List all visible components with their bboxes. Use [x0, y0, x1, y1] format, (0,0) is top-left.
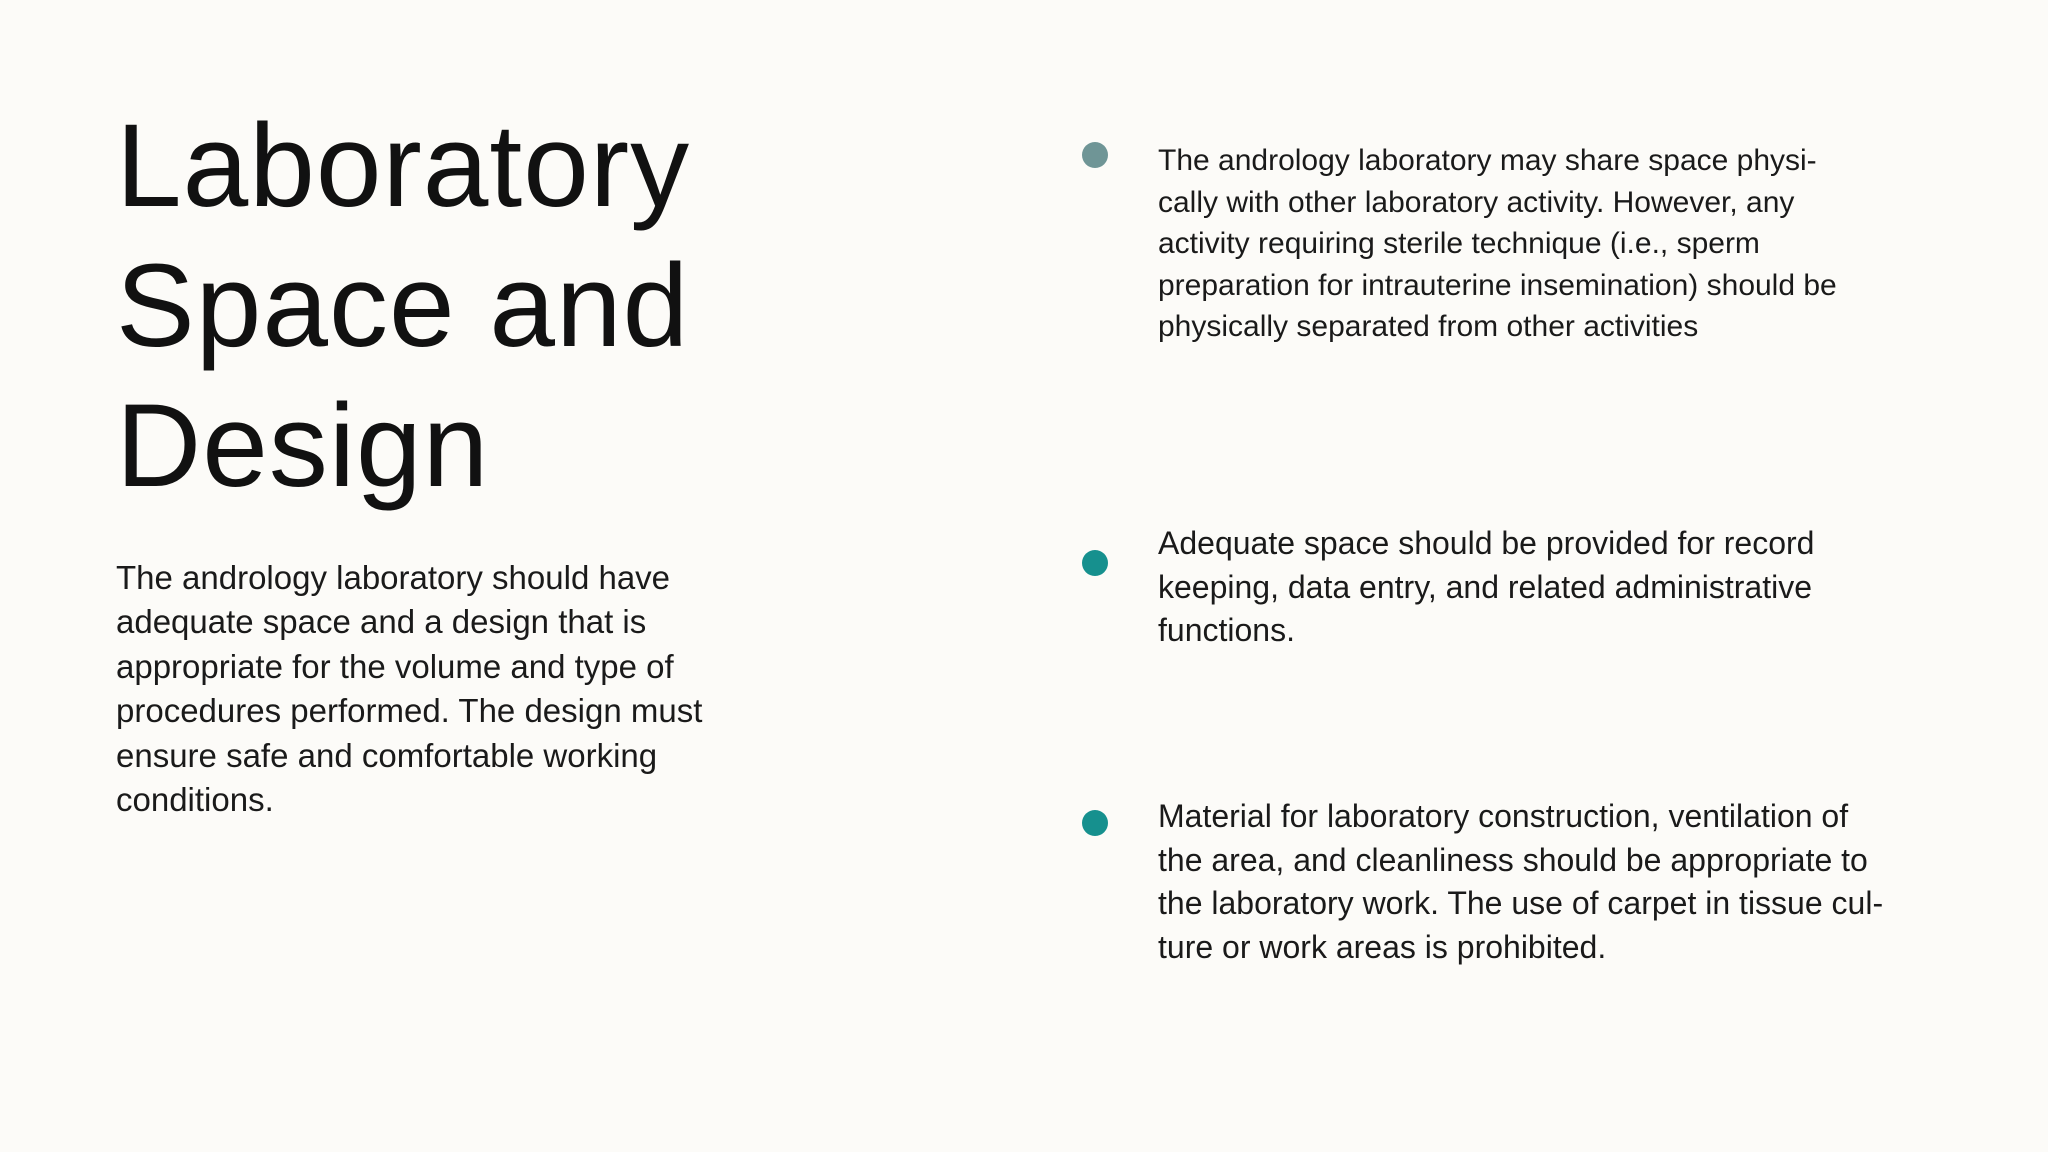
bullet-line: activity requiring sterile technique (i.e., sperm [1158, 227, 1760, 260]
slide-description [116, 556, 816, 822]
description-line: appropriate for the volume and type of [116, 647, 674, 685]
slide-title [116, 96, 936, 516]
description-line: ensure safe and comfortable working [116, 736, 658, 774]
slide-title-line: Laboratory [116, 100, 691, 232]
bullet-text [1158, 795, 1998, 970]
bullet-line: cally with other laboratory activity. However, any [1158, 185, 1795, 219]
description-line: adequate space and a design that is [116, 603, 647, 641]
bullet-dot-icon [1082, 142, 1108, 168]
bullet-line: functions. [1158, 612, 1295, 649]
bullet-dot-icon [1082, 550, 1108, 576]
description-line: The andrology laboratory should have [116, 559, 671, 596]
bullet-line: keeping, data entry, and related administrative [1158, 568, 1813, 605]
slide-title-line: Space and [116, 240, 690, 372]
bullet-line: physically separated from other activities [1158, 310, 1699, 343]
bullet-text [1158, 522, 1998, 653]
bullet-line: ture or work areas is prohibited. [1158, 929, 1607, 966]
bullet-line: the area, and cleanliness should be appropriate to [1158, 841, 1868, 878]
bullet-dot-icon [1082, 810, 1108, 836]
description-line: procedures performed. The design must [116, 692, 703, 730]
bullet-line: Adequate space should be provided for record [1158, 525, 1815, 561]
slide-title-line: Design [116, 380, 490, 512]
bullet-line: preparation for intrauterine insemination) should be [1158, 268, 1837, 302]
description-line: conditions. [116, 781, 274, 819]
bullet-text [1158, 140, 1998, 348]
bullet-line: The andrology laboratory may share space physi- [1158, 144, 1817, 177]
bullet-line: Material for laboratory construction, ventilation of [1158, 798, 1849, 834]
bullet-line: the laboratory work. The use of carpet in tissue cul- [1158, 885, 1884, 922]
